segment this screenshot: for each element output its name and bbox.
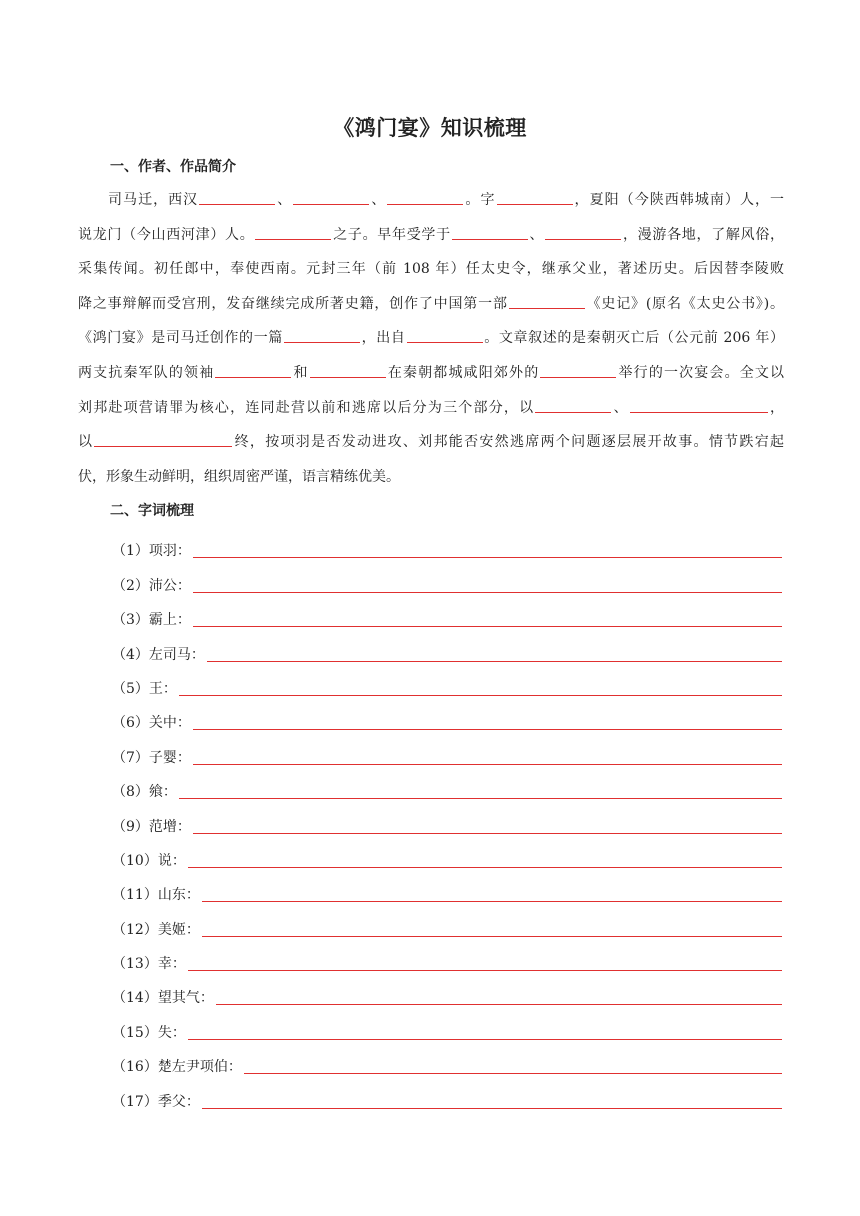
- paragraph-line: [78, 356, 784, 391]
- answer-line[interactable]: [179, 798, 782, 799]
- vocab-item: [112, 530, 782, 564]
- answer-line[interactable]: [188, 867, 782, 868]
- fill-in-blank[interactable]: [284, 327, 360, 343]
- answer-line[interactable]: [193, 833, 782, 834]
- paragraph-text: ，夏阳（今陕西韩城南）人，一: [573, 192, 785, 208]
- paragraph-text: ，漫游各地，了解风俗，: [622, 226, 785, 243]
- fill-in-blank[interactable]: [310, 362, 386, 378]
- vocab-item: [112, 1011, 782, 1045]
- vocab-list: [112, 530, 782, 1115]
- vocab-term: （6）关中：: [112, 715, 191, 732]
- fill-in-blank[interactable]: [293, 189, 369, 205]
- paragraph-text: 《鸿门宴》是司马迁创作的一篇: [78, 330, 283, 347]
- paragraph-line: [78, 460, 784, 495]
- vocab-term: （13）幸：: [112, 956, 186, 973]
- answer-line[interactable]: [202, 1108, 782, 1109]
- section-heading-intro: 一、作者、作品简介: [110, 159, 236, 175]
- paragraph-text: 、: [612, 399, 629, 416]
- paragraph-text: 和: [292, 364, 309, 381]
- vocab-term: （16）楚左尹项伯：: [112, 1059, 242, 1076]
- fill-in-blank[interactable]: [199, 189, 275, 205]
- answer-line[interactable]: [244, 1073, 782, 1074]
- fill-in-blank[interactable]: [535, 397, 611, 413]
- fill-in-blank[interactable]: [497, 189, 573, 205]
- vocab-item: [112, 771, 782, 805]
- answer-line[interactable]: [193, 764, 782, 765]
- answer-line[interactable]: [207, 661, 782, 662]
- paragraph-line: [78, 321, 784, 356]
- answer-line[interactable]: [193, 729, 782, 730]
- paragraph-text: 、: [370, 192, 387, 208]
- vocab-term: （12）美姬：: [112, 921, 200, 938]
- paragraph-text: 在秦朝都城咸阳郊外的: [386, 364, 540, 381]
- vocab-term: （10）说：: [112, 852, 186, 869]
- intro-paragraph: [78, 183, 784, 494]
- fill-in-blank[interactable]: [215, 362, 291, 378]
- answer-line[interactable]: [202, 936, 782, 937]
- answer-line[interactable]: [202, 901, 782, 902]
- paragraph-text: ，: [768, 399, 785, 416]
- paragraph-line: [78, 252, 784, 287]
- answer-line[interactable]: [188, 970, 782, 971]
- vocab-item: [112, 599, 782, 633]
- fill-in-blank[interactable]: [545, 224, 621, 240]
- fill-in-blank[interactable]: [255, 224, 331, 240]
- answer-line[interactable]: [193, 592, 782, 593]
- vocab-term: （5）王：: [112, 680, 177, 697]
- vocab-term: （15）失：: [112, 1024, 186, 1041]
- paragraph-text: 说龙门（今山西河津）人。: [78, 226, 255, 243]
- paragraph-text: 《史记》(原名《太史公书》)。: [585, 295, 784, 312]
- vocab-item: [112, 977, 782, 1011]
- paragraph-line: [78, 183, 784, 218]
- vocab-term: （1）项羽：: [112, 543, 191, 560]
- vocab-item: [112, 1080, 782, 1114]
- document-title: 《鸿门宴》知识梳理: [333, 116, 527, 140]
- vocab-item: [112, 840, 782, 874]
- vocab-item: [112, 874, 782, 908]
- answer-line[interactable]: [216, 1004, 782, 1005]
- vocab-term: （4）左司马：: [112, 646, 205, 663]
- vocab-term: （11）山东：: [112, 887, 200, 904]
- fill-in-blank[interactable]: [387, 189, 463, 205]
- paragraph-line: [78, 425, 784, 460]
- paragraph-text: 、: [276, 192, 293, 208]
- vocab-item: [112, 702, 782, 736]
- paragraph-text: 。文章叙述的是秦朝灭亡后（公元前 206 年）: [483, 330, 785, 347]
- paragraph-text: 、: [528, 226, 545, 243]
- paragraph-text: 两支抗秦军队的领袖: [78, 364, 215, 381]
- fill-in-blank[interactable]: [407, 327, 483, 343]
- vocab-item: [112, 633, 782, 667]
- paragraph-text: 伏，形象生动鲜明，组织周密严谨，语言精练优美。: [78, 468, 400, 485]
- vocab-term: （3）霸上：: [112, 612, 191, 629]
- paragraph-text: 刘邦赴项营请罪为核心，连同赴营以前和逃席以后分为三个部分，以: [78, 399, 535, 416]
- vocab-term: （14）望其气：: [112, 990, 214, 1007]
- answer-line[interactable]: [179, 695, 782, 696]
- vocab-item: [112, 908, 782, 942]
- answer-line[interactable]: [193, 626, 782, 627]
- vocab-term: （2）沛公：: [112, 577, 191, 594]
- paragraph-text: 以: [78, 434, 94, 451]
- vocab-term: （9）范增：: [112, 818, 191, 835]
- paragraph-line: [78, 391, 784, 426]
- fill-in-blank[interactable]: [94, 431, 232, 447]
- vocab-term: （17）季父：: [112, 1093, 200, 1110]
- paragraph-line: [78, 287, 784, 322]
- fill-in-blank[interactable]: [452, 224, 528, 240]
- fill-in-blank[interactable]: [630, 397, 768, 413]
- paragraph-text: 采集传闻。初任郎中，奉使西南。元封三年（前 108 年）任太史令，继承父业，著述历史。后因替李陵败: [78, 261, 784, 278]
- fill-in-blank[interactable]: [509, 293, 585, 309]
- vocab-item: [112, 564, 782, 598]
- answer-line[interactable]: [188, 1039, 782, 1040]
- paragraph-text: 。字: [464, 192, 496, 208]
- paragraph-text: 之子。早年受学于: [332, 226, 451, 243]
- paragraph-text: 举行的一次宴会。全文以: [617, 364, 785, 381]
- fill-in-blank[interactable]: [540, 362, 616, 378]
- vocab-item: [112, 1046, 782, 1080]
- answer-line[interactable]: [193, 557, 782, 558]
- vocab-item: [112, 943, 782, 977]
- vocab-item: [112, 736, 782, 770]
- vocab-item: [112, 668, 782, 702]
- paragraph-text: 终，按项羽是否发动进攻、刘邦能否安然逃席两个问题逐层展开故事。情节跌宕起: [233, 434, 785, 451]
- vocab-term: （8）飨：: [112, 784, 177, 801]
- vocab-term: （7）子婴：: [112, 749, 191, 766]
- paragraph-text: 司马迁，西汉: [108, 192, 199, 208]
- paragraph-text: ，出自: [360, 330, 406, 347]
- section-heading-vocab: 二、字词梳理: [110, 503, 194, 519]
- paragraph-text: 降之事辩解而受宫刑，发奋继续完成所著史籍，创作了中国第一部: [78, 295, 508, 312]
- paragraph-line: [78, 218, 784, 253]
- vocab-item: [112, 805, 782, 839]
